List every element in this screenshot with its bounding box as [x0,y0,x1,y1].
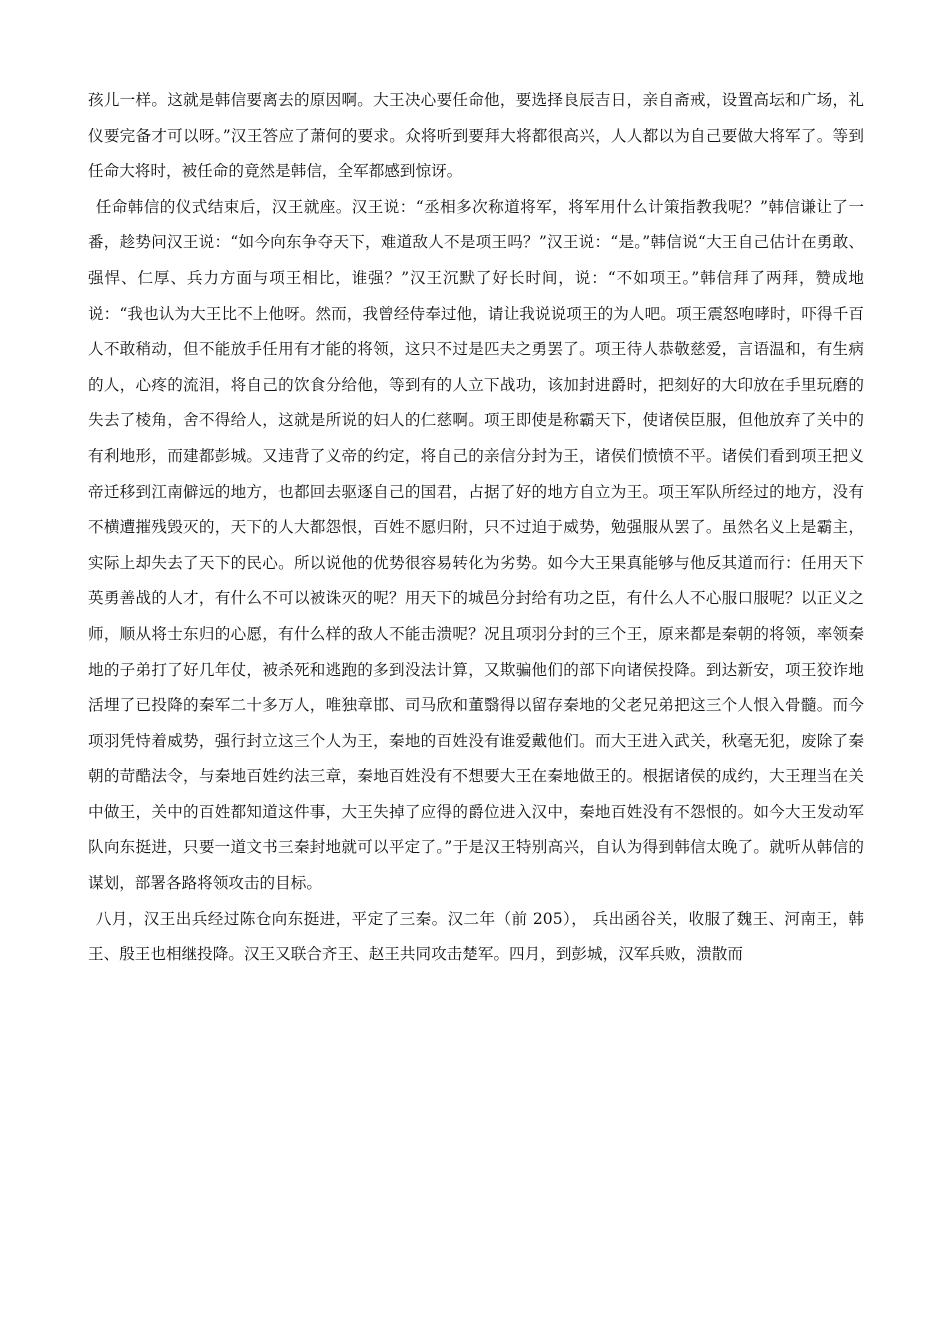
paragraph-1: 孩儿一样。这就是韩信要离去的原因啊。大王决心要任命他，要选择良辰吉日，亲自斋戒，设置高坛和广场，礼仪要完备才可以呀。”汉王答应了萧何的要求。众将听到要拜大将都很高兴，人人都以为自己要做大将军了。等到任命大将时，被任命的竟然是韩信，全军都感到惊讶。 [88,91,864,181]
document-page [88,83,864,973]
paragraph-3: 八月，汉王出兵经过陈仓向东挺进，平定了三秦。汉二年（前 205）， 兵出函谷关，收服了魏王、河南王，韩王、殷王也相继投降。汉王又联合齐王、赵王共同攻击楚军。四月，到彭城，汉军兵败，溃散而 [88,909,864,964]
paragraph-2: 任命韩信的仪式结束后，汉王就座。汉王说：“丞相多次称道将军，将军用什么计策指教我呢？”韩信谦让了一番，趁势问汉王说：“如今向东争夺天下，难道敌人不是项王吗？”汉王说：“是。”韩信说“大王自己估计在勇敢、强悍、仁厚、兵力方面与项王相比，谁强？”汉王沉默了好长时间，说：“不如项王。”韩信拜了两拜，赞成地说：“我也认为大王比不上他呀。然而，我曾经侍奉过他，请让我说说项王的为人吧。项王震怒咆哮时，吓得千百人不敢稍动，但不能放手任用有才能的将领，这只不过是匹夫之勇罢了。项王待人恭敬慈爱，言语温和，有生病的人，心疼的流泪，将自己的饮食分给他，等到有的人立下战功，该加封进爵时，把刻好的大印放在手里玩磨的失去了棱角，舍不得给人，这就是所说的妇人的仁慈啊。项王即使是称霸天下，使诸侯臣服，但他放弃了关中的有利地形，而建都彭城。又违背了义帝的约定，将自己的亲信分封为王，诸侯们愤愤不平。诸侯们看到项王把义帝迁移到江南僻远的地方，也都回去驱逐自己的国君，占据了好的地方自立为王。项王军队所经过的地方，没有不横遭摧残毁灭的，天下的人大都怨恨，百姓不愿归附，只不过迫于威势，勉强服从罢了。虽然名义上是霸主，实际上却失去了天下的民心。所以说他的优势很容易转化为劣势。如今大王果真能够与他反其道而行：任用天下英勇善战的人才，有什么不可以被诛灭的呢？用天下的城邑分封给有功之臣，有什么人不心服口服呢？以正义之师，顺从将士东归的心愿，有什么样的敌人不能击溃呢？况且项羽分封的三个王，原来都是秦朝的将领，率领秦地的子弟打了好几年仗，被杀死和逃跑的多到没法计算，又欺骗他们的部下向诸侯投降。到达新安，项王狡诈地活埋了已投降的秦军二十多万人，唯独章邯、司马欣和董翳得以留存秦地的父老兄弟把这三个人恨入骨髓。而今项羽凭恃着威势，强行封立这三个人为王，秦地的百姓没有谁爱戴他们。而大王进入武关，秋毫无犯，废除了秦朝的苛酷法令，与秦地百姓约法三章，秦地百姓没有不想要大王在秦地做王的。根据诸侯的成约，大王理当在关中做王，关中的百姓都知道这件事，大王失掉了应得的爵位进入汉中，秦地百姓没有不怨恨的。如今大王发动军队向东挺进，只要一道文书三秦封地就可以平定了。”于是汉王特别高兴，自认为得到韩信太晚了。就听从韩信的谋划，部署各路将领攻击的目标。 [88,197,864,893]
